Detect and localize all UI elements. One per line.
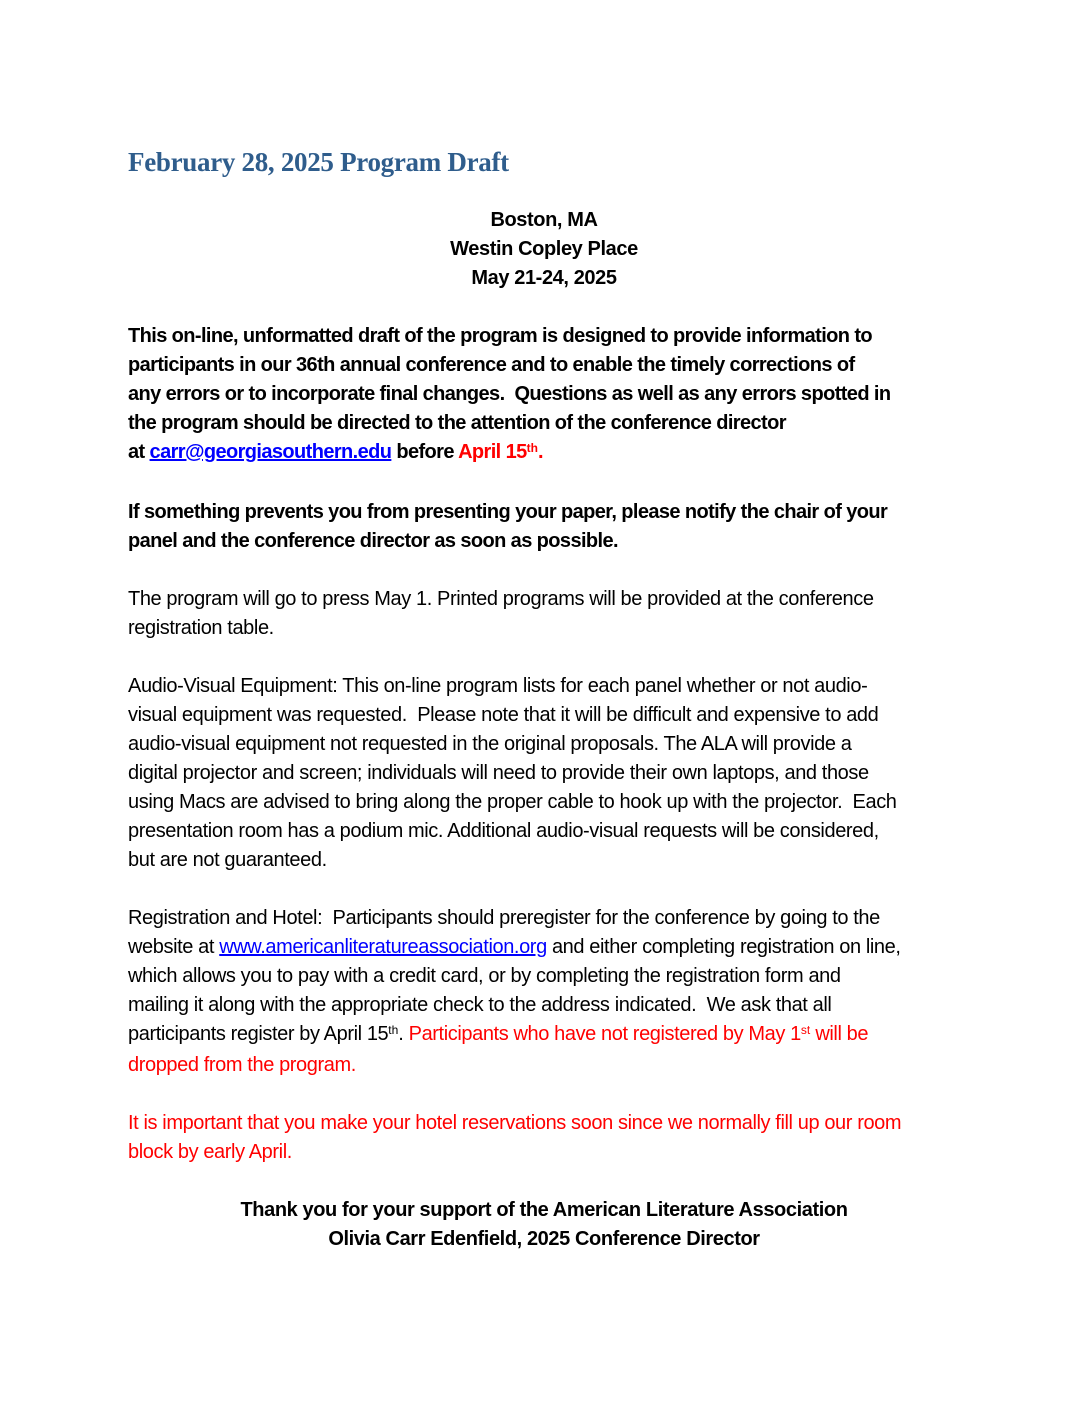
venue-dates: May 21-24, 2025 (471, 267, 617, 289)
text-run: the program should be directed to the attention of the conference director (128, 412, 786, 434)
text-run: any errors or to incorporate final changes. Questions as well as any errors spotted in (128, 383, 891, 405)
text-line (128, 788, 960, 817)
press-date-paragraph (128, 585, 960, 643)
text-run: registration table. (128, 617, 274, 639)
text-run: using Macs are advised to bring along the proper cable to hook up with the projector. Each (128, 791, 897, 813)
document-title: February 28, 2025 Program Draft (128, 147, 509, 177)
text-run: th (388, 1023, 399, 1037)
text-run: Participants who have not registered by May 1 (408, 1023, 801, 1045)
text-run: Registration and Hotel: Participants should preregister for the conference by going to the (128, 907, 880, 929)
text-line (128, 614, 960, 643)
website-link[interactable]: www.americanliteratureassociation.org (219, 936, 547, 958)
text-run: April 15 (458, 441, 527, 463)
text-run: It is important that you make your hotel reservations soon since we normally fill up our room (128, 1112, 902, 1134)
text-run: block by early April. (128, 1141, 292, 1163)
text-line (128, 1109, 960, 1138)
text-run: at (128, 441, 150, 463)
text-line (128, 991, 960, 1020)
text-run: mailing it along with the appropriate check to the address indicated. We ask that all (128, 994, 832, 1016)
text-line (128, 498, 960, 527)
text-run: The program will go to press May 1. Printed programs will be provided at the conference (128, 588, 874, 610)
text-run: participants in our 36th annual conference and to enable the timely corrections of (128, 354, 855, 376)
text-run: . (398, 1023, 409, 1045)
text-run: dropped from the program. (128, 1054, 356, 1076)
text-line (128, 1020, 960, 1051)
text-run: but are not guaranteed. (128, 849, 327, 871)
text-run: This on-line, unformatted draft of the program is designed to provide information to (128, 325, 873, 347)
text-run: digital projector and screen; individuals will need to provide their own laptops, and those (128, 762, 869, 784)
text-line (128, 1051, 960, 1080)
text-run: If something prevents you from presenting your paper, please notify the chair of your (128, 501, 888, 523)
text-line (128, 438, 960, 469)
text-run: visual equipment was requested. Please note that it will be difficult and expensive to add (128, 704, 879, 726)
text-line (128, 817, 960, 846)
text-line (128, 759, 960, 788)
paragraphs (128, 322, 960, 1167)
text-run: presentation room has a podium mic. Additional audio-visual requests will be considered, (128, 820, 879, 842)
text-run: audio-visual equipment not requested in the original proposals. The ALA will provide a (128, 733, 852, 755)
text-line (128, 380, 960, 409)
text-line (128, 846, 960, 875)
venue-hotel: Westin Copley Place (450, 238, 638, 260)
text-line (128, 1138, 960, 1167)
text-run: will be (810, 1023, 869, 1045)
text-line (128, 409, 960, 438)
email-link[interactable]: carr@georgiasouthern.edu (149, 441, 392, 463)
text-run: panel and the conference director as soon as possible. (128, 530, 618, 552)
text-line (128, 322, 960, 351)
text-line (128, 701, 960, 730)
text-line (128, 672, 960, 701)
hotel-reservation-notice (128, 1109, 960, 1167)
text-run: participants register by April 15 (128, 1023, 389, 1045)
closing-thanks: Thank you for your support of the American Literature Association (240, 1199, 848, 1221)
text-run: website at (128, 936, 220, 958)
closing-signature: Olivia Carr Edenfield, 2025 Conference Director (328, 1228, 760, 1250)
text-run: before (391, 441, 459, 463)
text-run: . (537, 441, 543, 463)
text-run: and either completing registration on line, (546, 936, 901, 958)
text-line (128, 904, 960, 933)
intro-paragraph (128, 322, 960, 469)
closing-block (128, 1196, 960, 1254)
registration-hotel-paragraph (128, 904, 960, 1080)
venue-city: Boston, MA (490, 209, 598, 231)
text-run: Audio-Visual Equipment: This on-line program lists for each panel whether or not audio- (128, 675, 868, 697)
text-run: st (800, 1023, 811, 1037)
text-line (128, 962, 960, 991)
text-line (128, 351, 960, 380)
audio-visual-paragraph (128, 672, 960, 875)
cancellation-paragraph (128, 498, 960, 556)
text-line (128, 730, 960, 759)
text-line (128, 585, 960, 614)
text-line (128, 933, 960, 962)
text-run: th (526, 441, 538, 455)
text-line (128, 527, 960, 556)
venue-block (128, 206, 960, 293)
text-run: which allows you to pay with a credit card, or by completing the registration form and (128, 965, 841, 987)
